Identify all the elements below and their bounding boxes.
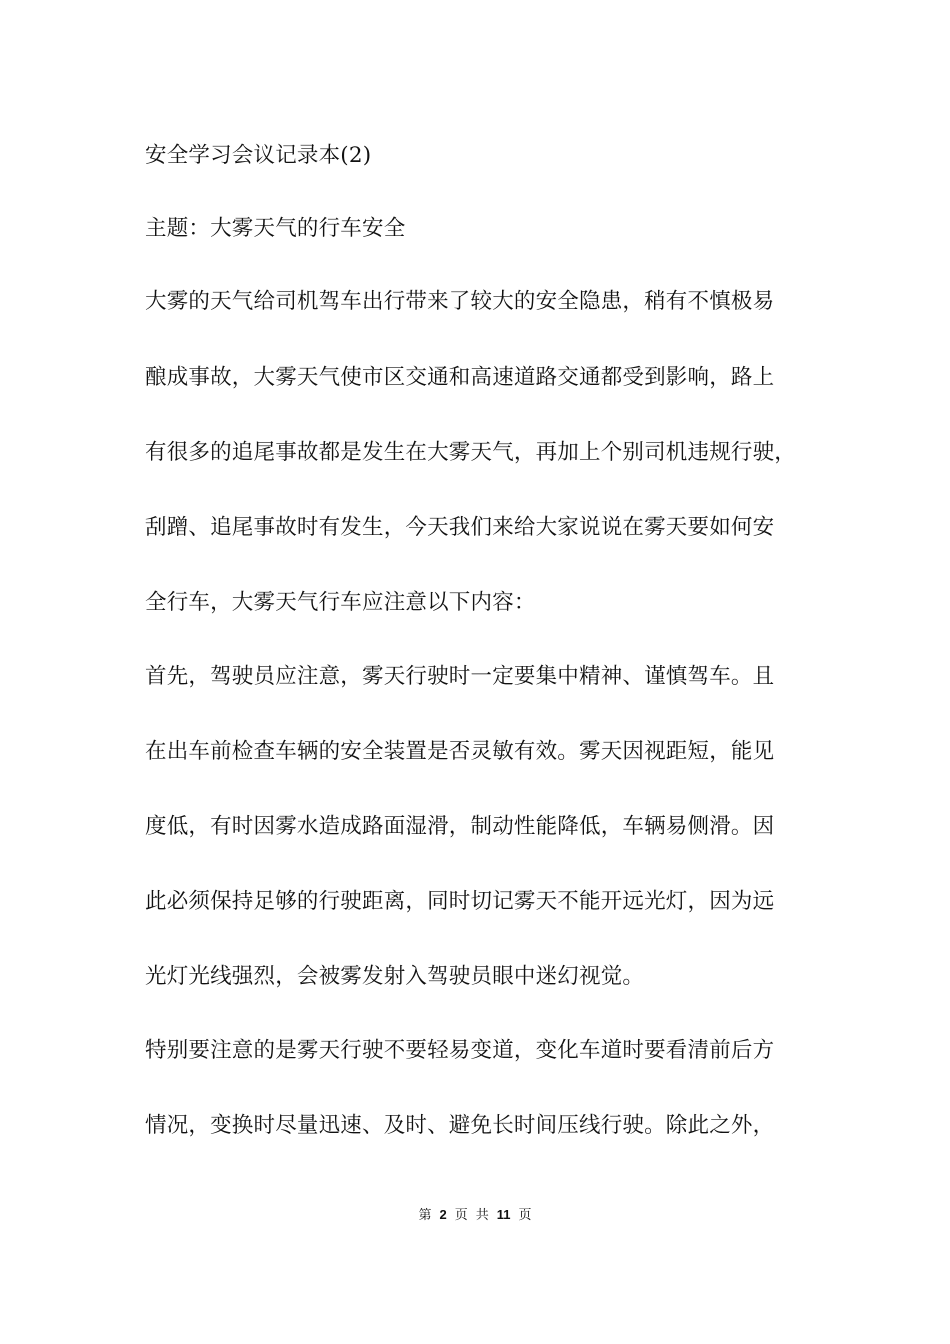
total-page-count: 11 [496, 1207, 511, 1222]
paragraph-line: 刮蹭、追尾事故时有发生，今天我们来给大家说说在雾天要如何安 [145, 515, 775, 540]
footer-ye-2: 页 [518, 1208, 532, 1223]
paragraph-line: 特别要注意的是雾天行驶不要轻易变道，变化车道时要看清前后方 [145, 1038, 775, 1063]
document-title: 安全学习会议记录本(2) [145, 143, 372, 168]
paragraph-line: 有很多的追尾事故都是发生在大雾天气，再加上个别司机违规行驶， [145, 440, 797, 465]
document-subject: 主题：大雾天气的行车安全 [145, 216, 406, 241]
footer-di: 第 [418, 1208, 432, 1223]
paragraph-line: 在出车前检查车辆的安全装置是否灵敏有效。雾天因视距短，能见 [145, 739, 775, 764]
paragraph-line: 酿成事故，大雾天气使市区交通和高速道路交通都受到影响，路上 [145, 365, 775, 390]
paragraph-line: 全行车，大雾天气行车应注意以下内容： [145, 590, 536, 615]
paragraph-line: 首先，驾驶员应注意，雾天行驶时一定要集中精神、谨慎驾车。且 [145, 664, 775, 689]
paragraph-line: 此必须保持足够的行驶距离，同时切记雾天不能开远光灯，因为远 [145, 889, 775, 914]
footer-ye: 页 [454, 1208, 468, 1223]
current-page-number: 2 [439, 1207, 447, 1222]
paragraph-line: 情况，变换时尽量迅速、及时、避免长时间压线行驶。除此之外， [145, 1113, 775, 1138]
paragraph-line: 度低，有时因雾水造成路面湿滑，制动性能降低，车辆易侧滑。因 [145, 814, 775, 839]
page-footer [0, 1206, 950, 1225]
paragraph-line: 大雾的天气给司机驾车出行带来了较大的安全隐患，稍有不慎极易 [145, 289, 775, 314]
paragraph-line: 光灯光线强烈，会被雾发射入驾驶员眼中迷幻视觉。 [145, 964, 645, 989]
footer-gong: 共 [475, 1208, 489, 1223]
